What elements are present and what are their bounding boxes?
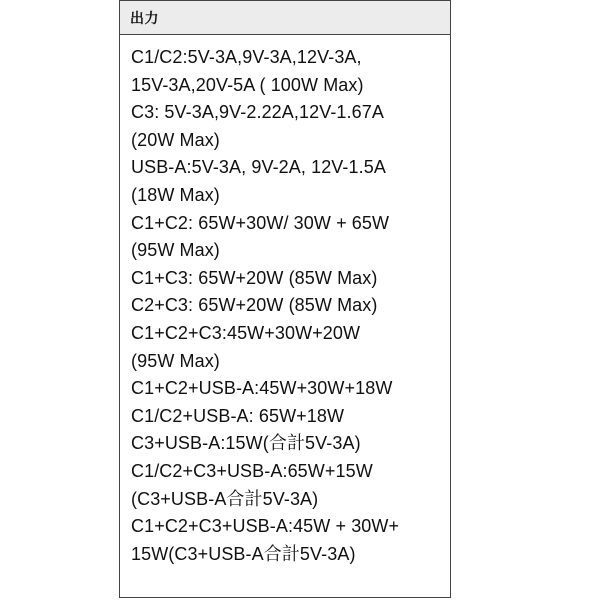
- output-spec-table: [119, 0, 451, 598]
- spec-line: 15V-3A,20V-5A ( 100W Max): [131, 74, 364, 95]
- spec-line: C1/C2+C3+USB-A:65W+15W: [131, 460, 373, 481]
- spec-line: (20W Max): [131, 129, 220, 150]
- spec-line: C1+C2+C3+USB-A:45W + 30W+: [131, 516, 400, 537]
- table-header: [120, 1, 450, 35]
- spec-line: C1+C2+C3:45W+30W+20W: [131, 322, 361, 343]
- spec-line: USB-A:5V-3A, 9V-2A, 12V-1.5A: [131, 157, 386, 178]
- spec-body: [120, 35, 450, 568]
- spec-line: C1+C3: 65W+20W (85W Max): [131, 267, 378, 288]
- spec-line: (18W Max): [131, 184, 220, 205]
- spec-line: C1+C2: 65W+30W/ 30W + 65W: [131, 212, 390, 233]
- spec-line: C2+C3: 65W+20W (85W Max): [131, 295, 378, 316]
- spec-line: C1/C2:5V-3A,9V-3A,12V-3A,: [131, 47, 362, 67]
- spec-line: (95W Max): [131, 240, 220, 261]
- spec-line: (C3+USB-A合計5V-3A): [131, 488, 319, 509]
- spec-line: C3: 5V-3A,9V-2.22A,12V-1.67A: [131, 102, 384, 123]
- spec-line: C1/C2+USB-A: 65W+18W: [131, 405, 345, 426]
- spec-line: 15W(C3+USB-A合計5V-3A): [131, 543, 356, 564]
- header-title: 出力: [130, 9, 159, 26]
- spec-line: C1+C2+USB-A:45W+30W+18W: [131, 378, 393, 399]
- spec-line: C3+USB-A:15W(合計5V-3A): [131, 433, 361, 454]
- spec-line: (95W Max): [131, 350, 220, 371]
